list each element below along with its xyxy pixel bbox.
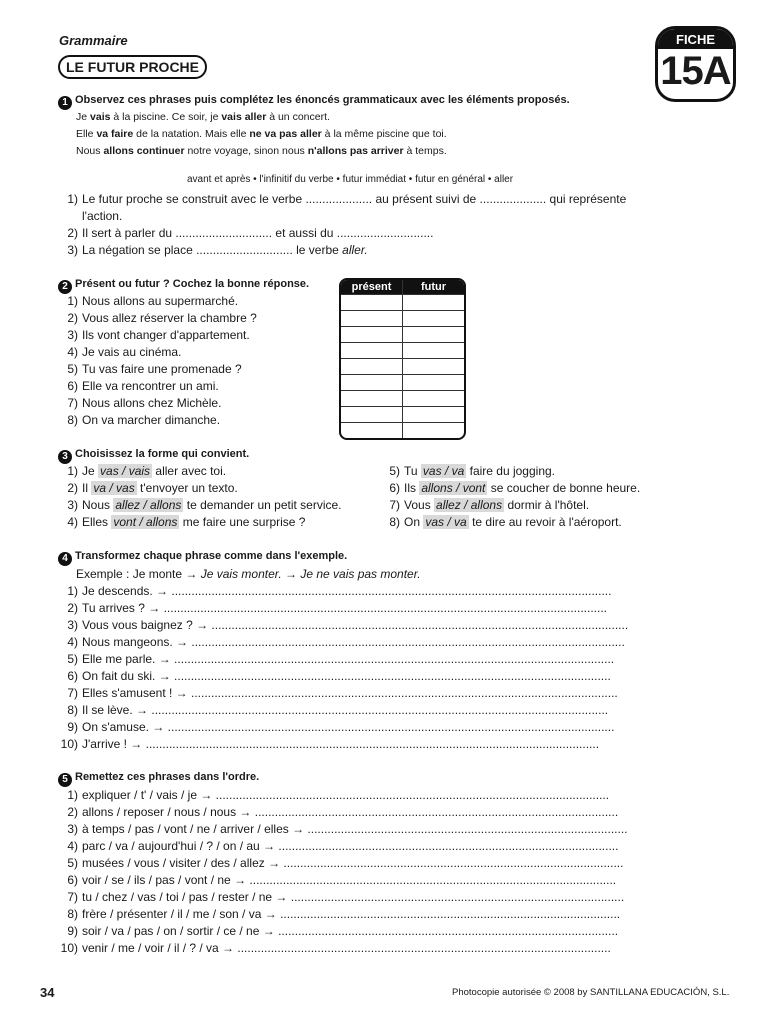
- fiche-badge: [655, 26, 736, 102]
- list-item: 2) Il sert à parler du ............................. et aussi du .............................: [67, 226, 434, 240]
- list-item: 2) Vous allez réserver la chambre ?: [67, 311, 257, 325]
- table-row: [341, 422, 464, 438]
- choice-option[interactable]: allons / vont: [421, 481, 486, 495]
- list-item: 7) Vous allez / allons dormir à l'hôtel.: [389, 498, 590, 512]
- answer-line[interactable]: 1) expliquer / t' / vais / je → ......................................................................................................................: [67, 788, 610, 802]
- column-header-present: présent: [341, 280, 402, 294]
- checkbox-present-4[interactable]: [341, 342, 402, 358]
- choice-option[interactable]: allez / allons: [436, 498, 503, 512]
- list-item: 4) Je vais au cinéma.: [67, 345, 182, 359]
- checkbox-present-8[interactable]: [341, 406, 402, 422]
- list-item: 1) Nous allons au supermarché.: [67, 294, 239, 308]
- checkbox-futur-8[interactable]: [402, 406, 464, 422]
- exercise-number-badge: 1: [58, 96, 72, 110]
- answer-line[interactable]: 4) parc / va / aujourd'hui / ? / on / au → ......................................................................................................: [67, 839, 619, 853]
- exercise-number-badge: 2: [58, 280, 72, 294]
- answer-line[interactable]: 5) musées / vous / visiter / des / allez → ......................................................................................................: [67, 856, 624, 870]
- checkbox-present-9[interactable]: [341, 422, 402, 438]
- answer-line[interactable]: 4) Nous mangeons. → ..................................................................................................................................: [67, 635, 625, 649]
- table-row: [341, 326, 464, 342]
- list-item: 1) Le futur proche se construit avec le verbe .................... au présent suivi de .................... qui représente: [67, 192, 627, 206]
- exercise-4-title: [58, 550, 347, 566]
- exercise-1-items: [58, 191, 626, 259]
- exercise-5-title: [58, 771, 259, 787]
- choice-option[interactable]: vas / va: [422, 464, 465, 478]
- exercise-4-instruction: Transformez chaque phrase comme dans l'exemple.: [75, 550, 348, 562]
- checkbox-present-2[interactable]: [341, 310, 402, 326]
- answer-line[interactable]: 6) On fait du ski. → ...................................................................................................................................: [67, 669, 611, 683]
- fiche-label: FICHE: [658, 29, 733, 49]
- checkbox-present-1[interactable]: [341, 294, 402, 310]
- list-item: 3) Ils vont changer d'appartement.: [67, 328, 250, 342]
- answer-line[interactable]: 10) J'arrive ! → ........................................................................................................................................: [60, 737, 600, 751]
- exercise-2-title: [58, 278, 309, 294]
- choice-option[interactable]: va / vas: [93, 481, 135, 495]
- table-row: [341, 374, 464, 390]
- example-sentence: Elle va faire de la natation. Mais elle ne va pas aller à la même piscine que toi.: [76, 128, 447, 140]
- answer-line[interactable]: 2) allons / reposer / nous / nous → .............................................................................................................: [67, 805, 619, 819]
- exercise-3-title: [58, 448, 249, 464]
- worksheet-title: LE FUTUR PROCHE: [58, 55, 207, 79]
- list-item: l'action.: [82, 209, 123, 223]
- choice-option[interactable]: vas / vais: [100, 464, 151, 478]
- choice-option[interactable]: allez / allons: [115, 498, 182, 512]
- list-item: 5) Tu vas faire une promenade ?: [67, 362, 242, 376]
- checkbox-present-3[interactable]: [341, 326, 402, 342]
- list-item: 8) On vas / va te dire au revoir à l'aéroport.: [389, 515, 622, 529]
- answer-line[interactable]: 8) Il se lève. → .........................................................................................................................................: [67, 703, 609, 717]
- exercise-1-title: [58, 94, 570, 110]
- answer-line[interactable]: 5) Elle me parle. → ....................................................................................................................................: [67, 652, 615, 666]
- word-bank: avant et après • l'infinitif du verbe • futur immédiat • futur en général • aller: [187, 174, 514, 185]
- table-row: [341, 358, 464, 374]
- list-item: 4) Elles vont / allons me faire une surprise ?: [67, 515, 306, 529]
- checkbox-present-7[interactable]: [341, 390, 402, 406]
- answer-line[interactable]: 2) Tu arrives ? → .....................................................................................................................................: [67, 601, 607, 615]
- exercise-3-right-column: [380, 463, 640, 531]
- table-row: [341, 294, 464, 310]
- page-number: 34: [40, 985, 55, 1000]
- answer-grid: [339, 278, 466, 440]
- exercise-number-badge: 4: [58, 552, 72, 566]
- copyright-notice: Photocopie autorisée © 2008 by SANTILLANA EDUCACIÓN, S.L.: [452, 987, 730, 998]
- fiche-number: 15A: [660, 49, 731, 93]
- list-item: 1) Je vas / vais aller avec toi.: [67, 464, 227, 478]
- answer-line[interactable]: 3) à temps / pas / vont / ne / arriver / elles → ................................................................................................: [67, 822, 628, 836]
- checkbox-futur-4[interactable]: [402, 342, 464, 358]
- list-item: 6) Ils allons / vont se coucher de bonne heure.: [389, 481, 641, 495]
- answer-line[interactable]: 10) venir / me / voir / il / ? / va → ................................................................................................................: [60, 941, 611, 955]
- list-item: 7) Nous allons chez Michèle.: [67, 396, 222, 410]
- example-sentence: Nous allons continuer notre voyage, sinon nous n'allons pas arriver à temps.: [76, 145, 447, 157]
- exercise-number-badge: 5: [58, 773, 72, 787]
- exercise-2-instruction: Présent ou futur ? Cochez la bonne réponse.: [75, 278, 310, 290]
- example-sentence: Je vais à la piscine. Ce soir, je vais aller à un concert.: [76, 111, 330, 123]
- checkbox-futur-2[interactable]: [402, 310, 464, 326]
- checkbox-futur-3[interactable]: [402, 326, 464, 342]
- checkbox-futur-7[interactable]: [402, 390, 464, 406]
- exercise-2-items: [58, 293, 257, 429]
- list-item: 5) Tu vas / va faire du jogging.: [389, 464, 556, 478]
- answer-line[interactable]: 9) soir / va / pas / on / sortir / ce / ne → ......................................................................................................: [67, 924, 619, 938]
- choice-option[interactable]: vas / va: [425, 515, 467, 529]
- table-row: [341, 390, 464, 406]
- checkbox-futur-5[interactable]: [402, 358, 464, 374]
- exercise-1-instruction: Observez ces phrases puis complétez les énoncés grammaticaux avec les éléments proposés.: [75, 94, 570, 106]
- checkbox-futur-6[interactable]: [402, 374, 464, 390]
- list-item: 2) Il va / vas t'envoyer un texto.: [67, 481, 238, 495]
- answer-line[interactable]: 9) On s'amuse. → ......................................................................................................................................: [67, 720, 615, 734]
- table-row: [341, 310, 464, 326]
- list-item: 3) La négation se place ............................. le verbe aller.: [67, 243, 368, 257]
- answer-line[interactable]: 7) tu / chez / vas / toi / pas / rester / ne → ....................................................................................................: [67, 890, 625, 904]
- list-item: 3) Nous allez / allons te demander un petit service.: [67, 498, 342, 512]
- presence-future-table: [339, 278, 466, 440]
- answer-line[interactable]: 8) frère / présenter / il / me / son / va → ......................................................................................................: [67, 907, 621, 921]
- column-header-futur: futur: [402, 280, 464, 294]
- exercise-4-items: [58, 583, 698, 753]
- section-label: Grammaire: [59, 33, 128, 48]
- choice-option[interactable]: vont / allons: [113, 515, 178, 529]
- exercise-number-badge: 3: [58, 450, 72, 464]
- table-row: [341, 406, 464, 422]
- exercise-1-examples: [76, 109, 447, 160]
- answer-line[interactable]: 3) Vous vous baignez ? → .............................................................................................................................: [67, 618, 629, 632]
- checkbox-futur-9[interactable]: [402, 422, 464, 438]
- checkbox-present-6[interactable]: [341, 374, 402, 390]
- answer-line[interactable]: 7) Elles s'amusent ! → ................................................................................................................................: [67, 686, 618, 700]
- exercise-5-instruction: Remettez ces phrases dans l'ordre.: [75, 771, 260, 783]
- list-item: 6) Elle va rencontrer un ami.: [67, 379, 219, 393]
- exercise-3-left-column: [58, 463, 342, 531]
- list-item: 8) On va marcher dimanche.: [67, 413, 221, 427]
- exercise-5-items: [58, 787, 698, 957]
- exercise-4-example: Exemple : Je monte → Je vais monter. → Je ne vais pas monter.: [76, 567, 421, 581]
- checkbox-futur-1[interactable]: [402, 294, 464, 310]
- table-row: [341, 342, 464, 358]
- checkbox-present-5[interactable]: [341, 358, 402, 374]
- answer-line[interactable]: 6) voir / se / ils / pas / vont / ne → ..............................................................................................................: [67, 873, 617, 887]
- exercise-3-instruction: Choisissez la forme qui convient.: [75, 448, 250, 460]
- answer-line[interactable]: 1) Je descends. → ....................................................................................................................................: [67, 584, 612, 598]
